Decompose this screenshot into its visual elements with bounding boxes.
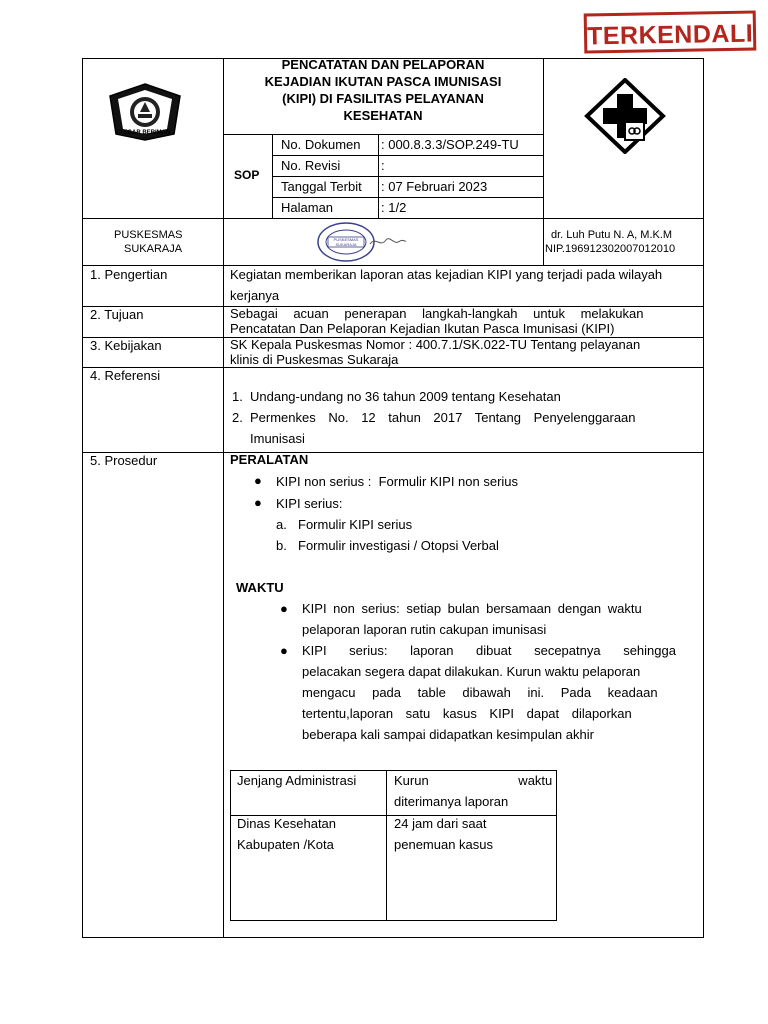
table-cell-waktu-line1: 24 jam dari saat — [394, 816, 487, 831]
peralatan-sub-a: Formulir KIPI serius — [298, 517, 413, 532]
peralatan-sub-b: Formulir investigasi / Otopsi Verbal — [298, 538, 499, 553]
table-header-kurun-line2: diterimanya laporan — [394, 794, 509, 809]
document-title: PENCATATAN DAN PELAPORAN KEJADIAN IKUTAN PASCA IMUNISASI (KIPI) DI FASILITAS PELAYANAN KESEHATAN — [264, 57, 502, 123]
meta-value-halaman: : 1/2 — [381, 200, 407, 215]
referensi-num-1: 1. — [232, 389, 243, 404]
table-header-jenjang: Jenjang Administrasi — [237, 773, 357, 788]
divider — [223, 134, 543, 135]
meta-label-no-revisi: No. Revisi — [281, 158, 341, 173]
meta-label-no-dokumen: No. Dokumen — [281, 137, 361, 152]
divider — [272, 176, 543, 177]
bullet-icon: ● — [280, 643, 288, 658]
regency-logo — [104, 82, 186, 154]
signature — [368, 232, 408, 252]
meta-value-no-revisi: : — [381, 158, 385, 173]
table-header-kurun — [394, 773, 553, 788]
section-label-prosedur: 5. Prosedur — [90, 453, 158, 468]
bullet-icon: ● — [254, 473, 262, 488]
meta-value-tanggal-terbit: : 07 Februari 2023 — [381, 179, 488, 194]
stamp-text: PUSKESMAS SUKARAJA — [333, 237, 359, 247]
referensi-item-1: Undang-undang no 36 tahun 2009 tentang Kesehatan — [250, 389, 561, 404]
peralatan-heading: PERALATAN — [230, 452, 309, 467]
sop-label: SOP — [234, 168, 260, 182]
peralatan-sub-num-b: b. — [276, 538, 287, 553]
divider — [272, 155, 543, 156]
waktu-heading: WAKTU — [236, 580, 284, 595]
tujuan-text: Sebagai acuan penerapan langkah-langkah untuk melakukan Pencatatan Dan Pelaporan Kejadian Ikutan Pasca Imunisasi (KIPI) — [230, 306, 644, 336]
section-label-pengertian: 1. Pengertian — [90, 267, 168, 282]
table-cell-dinas-line1: Dinas Kesehatan — [237, 816, 337, 831]
signatory-name: dr. Luh Putu N. A, M.K.M — [551, 229, 673, 241]
terkendali-stamp: TERKENDALI — [584, 11, 757, 54]
referensi-item-2-cont: Imunisasi — [250, 431, 305, 446]
org-name-line1: PUSKESMAS — [114, 229, 183, 241]
border-left — [82, 58, 83, 938]
waktu-item-1: KIPI non serius: setiap bulan bersamaan dengan waktu pelaporan laporan rutin cakupan imunisasi — [302, 601, 642, 637]
divider — [223, 58, 224, 938]
meta-value-no-dokumen: : 000.8.3.3/SOP.249-TU — [381, 137, 519, 152]
org-name-line2: SUKARAJA — [124, 243, 183, 255]
reporting-time-table — [230, 770, 557, 921]
pengertian-text: Kegiatan memberikan laporan atas kejadian KIPI yang terjadi pada wilayah kerjanya — [230, 267, 663, 303]
peralatan-sub-num-a: a. — [276, 517, 287, 532]
referensi-num-2: 2. — [232, 410, 243, 425]
bullet-icon: ● — [254, 495, 262, 510]
section-label-tujuan: 2. Tujuan — [90, 307, 144, 322]
peralatan-item-2: KIPI serius: — [276, 496, 343, 511]
table-divider — [386, 771, 387, 921]
logo-caption: TEGAR BERIMAN — [119, 130, 171, 136]
meta-label-halaman: Halaman — [281, 200, 334, 215]
divider — [82, 218, 704, 219]
table-header-kurun-a: Kurun waktu — [394, 773, 553, 788]
border-right — [703, 58, 704, 938]
referensi-item-2: Permenkes No. 12 tahun 2017 Tentang Penyelenggaraan — [250, 410, 636, 425]
divider — [272, 197, 543, 198]
border-bottom — [82, 937, 704, 938]
table-cell-waktu-line2: penemuan kasus — [394, 837, 494, 852]
section-label-referensi: 4. Referensi — [90, 368, 161, 383]
table-cell-dinas-line2: Kabupaten /Kota — [237, 837, 334, 852]
kebijakan-text: SK Kepala Puskesmas Nomor : 400.7.1/SK.022-TU Tentang pelayanan klinis di Puskesmas Sukaraja — [230, 337, 641, 367]
meta-label-tanggal-terbit: Tanggal Terbit — [281, 179, 362, 194]
official-stamp — [316, 221, 376, 263]
signatory-nip: NIP.196912302007012010 — [545, 243, 676, 255]
section-label-kebijakan: 3. Kebijakan — [90, 338, 162, 353]
divider — [82, 367, 704, 368]
bullet-icon: ● — [280, 601, 288, 616]
waktu-item-2: KIPI serius: laporan dibuat secepatnya sehingga pelacakan segera dapat dilakukan. Kurun waktu pelaporan mengacu pada table dibawah ini. Pada keadaan tertentu,laporan satu kasus KIPI dapat dilaporkan beberapa kali sampai didapatkan kesimpulan akhir — [302, 643, 676, 742]
peralatan-item-1: KIPI non serius : Formulir KIPI non serius — [276, 474, 519, 489]
divider — [543, 58, 544, 266]
divider — [82, 452, 704, 453]
puskesmas-logo — [584, 78, 666, 154]
tujuan-line1: Sebagai acuan penerapan langkah-langkah untuk melakukan — [230, 306, 644, 321]
